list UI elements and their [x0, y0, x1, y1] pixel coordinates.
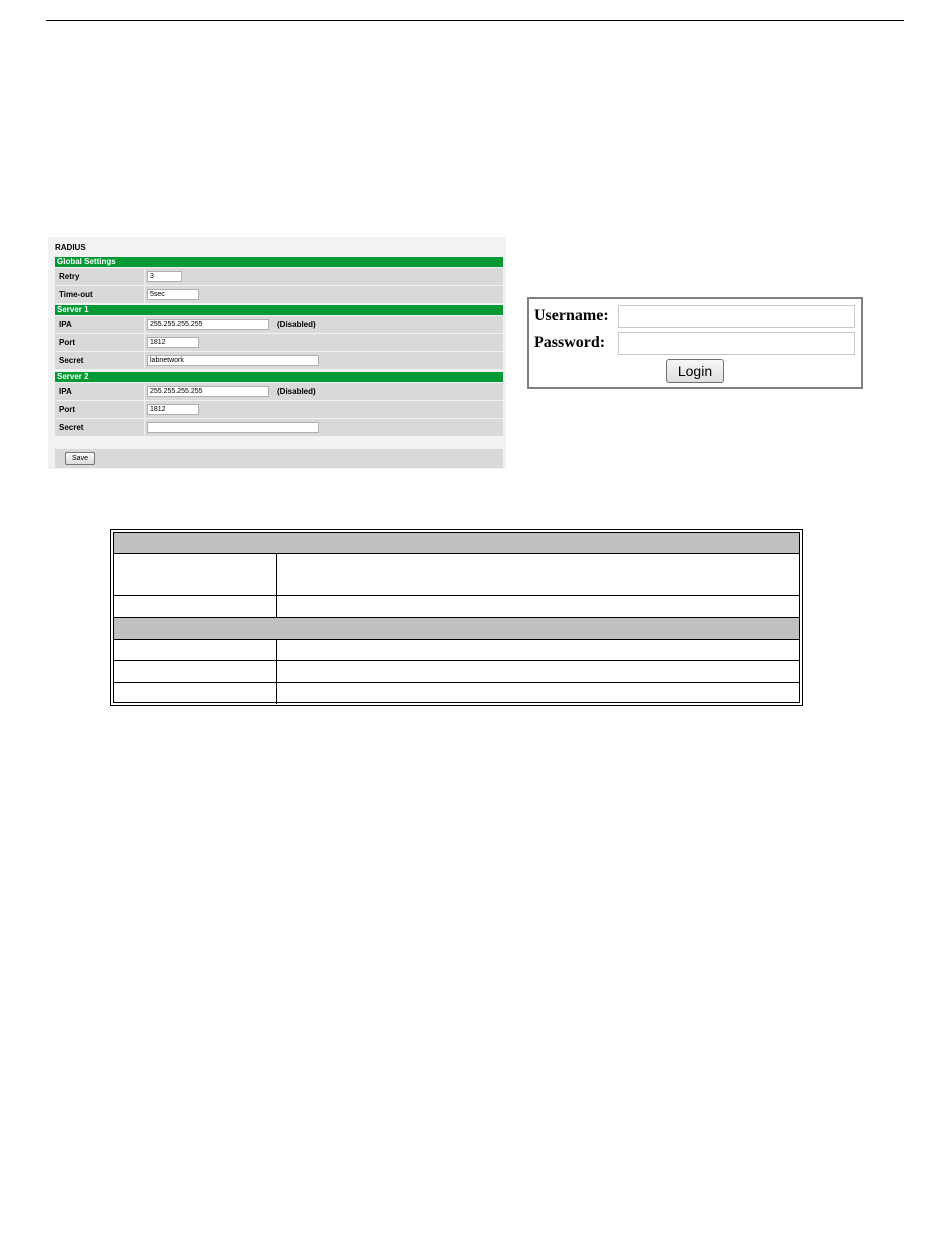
- server1-ipa-cell: [145, 316, 503, 333]
- retry-input[interactable]: 3: [147, 271, 182, 282]
- radius-panel: [48, 237, 506, 469]
- table-row: [114, 640, 799, 661]
- timeout-input[interactable]: 5sec: [147, 289, 199, 300]
- section-server-2: Server 2: [55, 372, 503, 382]
- top-rule: [46, 20, 904, 21]
- password-label: Password:: [534, 334, 606, 351]
- server2-port-label: Port: [55, 401, 144, 418]
- row-server2-secret: [55, 419, 503, 436]
- login-button[interactable]: Login: [666, 359, 724, 383]
- table-cell: [114, 596, 277, 617]
- retry-label: Retry: [55, 268, 144, 285]
- server2-ipa-input[interactable]: 255.255.255.255: [147, 386, 269, 397]
- server2-ipa-cell: [145, 383, 503, 400]
- table-cell: [114, 661, 277, 682]
- row-server1-port: [55, 334, 503, 351]
- server2-port-input[interactable]: 1812: [147, 404, 199, 415]
- table-header-row: [114, 533, 799, 554]
- table-cell: [114, 683, 277, 704]
- password-input[interactable]: [618, 332, 855, 355]
- table-row: [114, 683, 799, 704]
- timeout-cell: [145, 286, 503, 303]
- table-row: [114, 661, 799, 683]
- server1-port-input[interactable]: 1812: [147, 337, 199, 348]
- table-row: [114, 554, 799, 596]
- username-label: Username:: [534, 307, 609, 324]
- row-server1-secret: [55, 352, 503, 369]
- section-server-1: Server 1: [55, 305, 503, 315]
- server1-ipa-status: (Disabled): [277, 320, 316, 329]
- server1-port-label: Port: [55, 334, 144, 351]
- table-header-row: [114, 618, 799, 640]
- row-server2-ipa: [55, 383, 503, 400]
- retry-cell: [145, 268, 503, 285]
- server2-secret-cell: [145, 419, 503, 436]
- save-button[interactable]: Save: [65, 452, 95, 465]
- server1-secret-label: Secret: [55, 352, 144, 369]
- section-global-settings: Global Settings: [55, 257, 503, 267]
- settings-table: [110, 529, 803, 706]
- table-cell: [114, 554, 277, 595]
- row-server2-port: [55, 401, 503, 418]
- server1-ipa-label: IPA: [55, 316, 144, 333]
- username-input[interactable]: [618, 305, 855, 328]
- radius-title: RADIUS: [55, 243, 86, 252]
- table-cell: [114, 640, 277, 660]
- settings-table-inner: [113, 532, 800, 703]
- server2-secret-input[interactable]: [147, 422, 319, 433]
- server2-port-cell: [145, 401, 503, 418]
- row-server1-ipa: [55, 316, 503, 333]
- timeout-label: Time-out: [55, 286, 144, 303]
- login-box: [527, 297, 863, 389]
- save-bar: [55, 449, 503, 468]
- row-timeout: [55, 286, 503, 303]
- server1-ipa-input[interactable]: 255.255.255.255: [147, 319, 269, 330]
- server1-port-cell: [145, 334, 503, 351]
- server2-ipa-status: (Disabled): [277, 387, 316, 396]
- server1-secret-cell: [145, 352, 503, 369]
- row-retry: [55, 268, 503, 285]
- server2-ipa-label: IPA: [55, 383, 144, 400]
- table-row: [114, 596, 799, 618]
- server2-secret-label: Secret: [55, 419, 144, 436]
- server1-secret-input[interactable]: labnetwork: [147, 355, 319, 366]
